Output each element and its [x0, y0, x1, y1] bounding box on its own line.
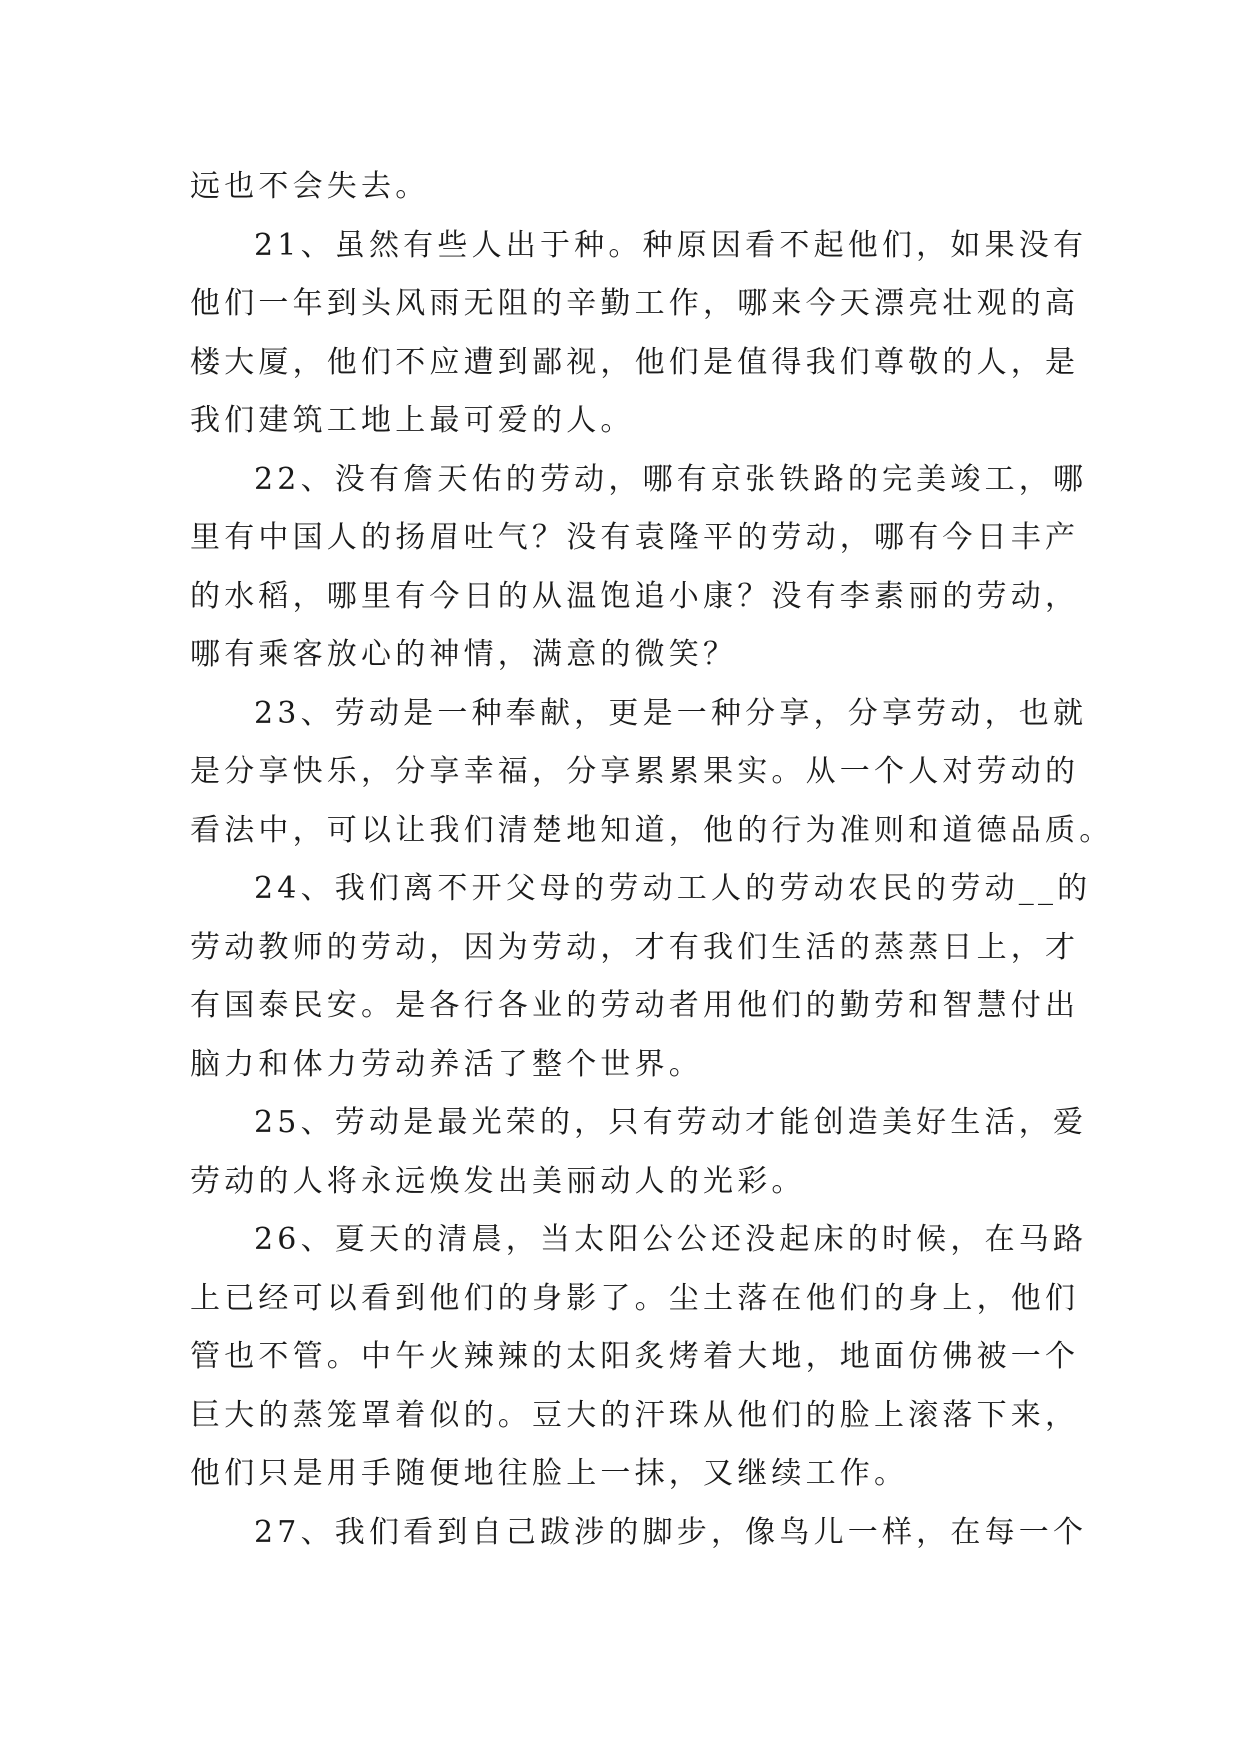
text-line: 我们建筑工地上最可爱的人。 — [190, 403, 635, 438]
text-line: 远也不会失去。 — [190, 169, 430, 204]
text-line: 哪有乘客放心的神情，满意的微笑？ — [190, 637, 738, 672]
text-line: 26、夏天的清晨，当太阳公公还没起床的时候，在马路 — [254, 1222, 1088, 1257]
text-line: 是分享快乐，分享幸福，分享累累果实。从一个人对劳动的 — [190, 754, 1080, 789]
text-line: 27、我们看到自己跋涉的脚步，像鸟儿一样，在每一个 — [254, 1514, 1088, 1550]
text-line: 22、没有詹天佑的劳动，哪有京张铁路的完美竣工，哪 — [254, 461, 1088, 497]
text-line: 劳动的人将永远焕发出美丽动人的光彩。 — [190, 1163, 806, 1199]
text-line: 巨大的蒸笼罩着似的。豆大的汗珠从他们的脸上滚落下来， — [190, 1397, 1080, 1433]
text-line: 管也不管。中午火辣辣的太阳炙烤着大地，地面仿佛被一个 — [190, 1339, 1080, 1374]
document-body — [190, 158, 1114, 1562]
text-line: 楼大厦，他们不应遭到鄙视，他们是值得我们尊敬的人，是 — [190, 344, 1080, 380]
text-line: 他们只是用手随便地往脸上一抹，又继续工作。 — [190, 1456, 909, 1491]
text-line: 25、劳动是最光荣的，只有劳动才能创造美好生活，爱 — [254, 1105, 1088, 1140]
text-line: 24、我们离不开父母的劳动工人的劳动农民的劳动__的 — [254, 871, 1092, 906]
text-line: 有国泰民安。是各行各业的劳动者用他们的勤劳和智慧付出 — [190, 988, 1080, 1023]
text-line: 看法中，可以让我们清楚地知道，他的行为准则和道德品质。 — [190, 812, 1114, 848]
text-line: 里有中国人的扬眉吐气？没有袁隆平的劳动，哪有今日丰产 — [190, 520, 1080, 555]
text-line: 脑力和体力劳动养活了整个世界。 — [190, 1046, 703, 1082]
text-line: 的水稻，哪里有今日的从温饱追小康？没有李素丽的劳动， — [190, 578, 1080, 614]
text-line: 上已经可以看到他们的身影了。尘土落在他们的身上，他们 — [190, 1280, 1080, 1316]
text-line: 他们一年到头风雨无阻的辛勤工作，哪来今天漂亮壮观的高 — [190, 286, 1080, 321]
text-line: 劳动教师的劳动，因为劳动，才有我们生活的蒸蒸日上，才 — [190, 929, 1080, 965]
text-line: 23、劳动是一种奉献，更是一种分享，分享劳动，也就 — [254, 695, 1088, 731]
text-line: 21、虽然有些人出于种。种原因看不起他们，如果没有 — [254, 227, 1088, 263]
